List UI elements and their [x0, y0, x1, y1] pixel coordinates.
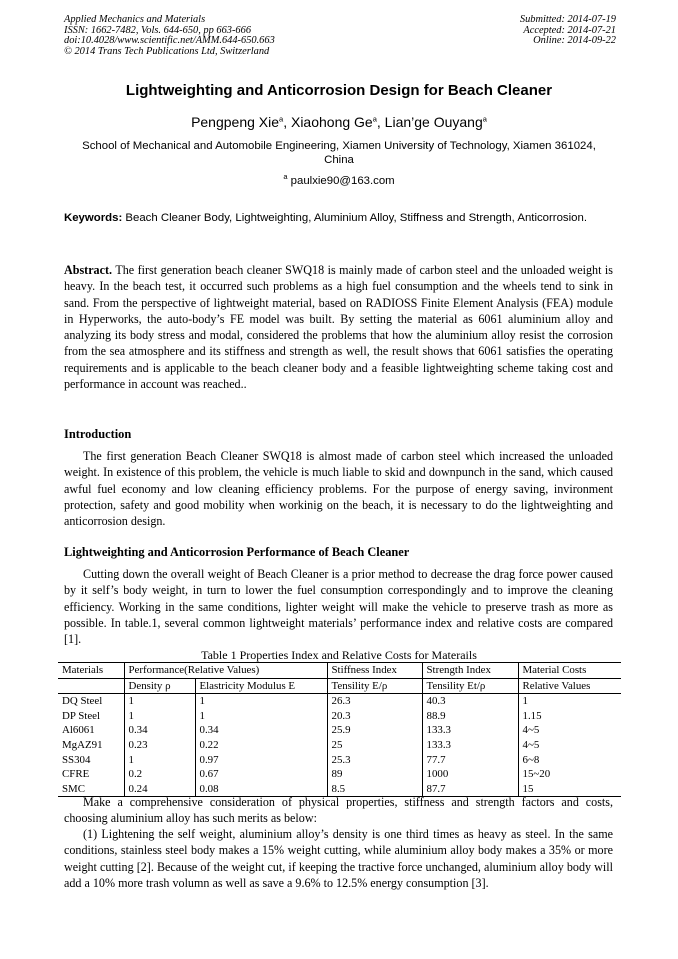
performance-paragraph: Cutting down the overall weight of Beach Cleaner is a prior method to decrease the drag force power caused by it self’s body weight, in turn to lower the fuel consumption correspondingly and to improve the cleaning efficiency. Working in the same conditions, lighter weight will make the vehicle to preserve trash as more as possible. In table.1, several common lightweight materials’ performance index and relative costs are compared [1]. — [64, 567, 613, 647]
table-cell: 15 — [518, 782, 621, 797]
author-list: Pengpeng Xie$^a$, Xiaohong Ge$^a$, Lian’ge Ouyang$^a$ — [191, 114, 487, 130]
keywords — [64, 211, 613, 226]
author-email — [0, 172, 678, 187]
table-cell: 0.24 — [124, 782, 195, 797]
table-cell: 25.3 — [327, 753, 422, 768]
table-cell: DQ Steel — [62, 695, 103, 708]
author-name: Pengpeng Xie — [191, 114, 280, 130]
table-row — [58, 723, 621, 738]
keywords-label: Keywords: — [64, 212, 123, 224]
table-cell: 0.34 — [124, 723, 195, 738]
table-row — [58, 709, 621, 724]
table-cell: 0.67 — [195, 767, 327, 782]
author-name: Xiaohong Ge — [290, 114, 373, 130]
table-cell: 0.22 — [195, 738, 327, 753]
table-row — [58, 753, 621, 768]
table-cell: 1 — [518, 694, 621, 709]
table-cell: 0.2 — [124, 767, 195, 782]
online-date: Online: 2014-09-22 — [533, 35, 616, 47]
header-cell: Material Costs — [518, 663, 621, 679]
table-cell: 1.15 — [518, 709, 621, 724]
header-cell — [58, 678, 124, 694]
table-row — [58, 738, 621, 753]
header-cell: Performance(Relative Values) — [124, 663, 327, 679]
author-affiliation-mark: a — [279, 114, 284, 124]
section-heading-introduction: Introduction — [64, 427, 132, 441]
table-cell: 1 — [124, 709, 195, 724]
table-subheader-row — [58, 678, 621, 694]
introduction-paragraph: The first generation Beach Cleaner SWQ18 is almost made of carbon steel which increased the unloaded weight. In existence of this problem, the vehicle is much liable to skid and downpunch in the sand, which caused awful fuel economy and low cleaning efficiency problems. For the purpose of energy saving, invironment protection, safety and good mobility when workinig on the beach, it is necessary to do the lightweighting and anticorrosion design. — [64, 449, 613, 529]
merits-intro-paragraph: Make a comprehensive consideration of physical properties, stiffness and strength factors and costs, choosing aluminium alloy has such merits as below: — [64, 795, 613, 826]
table-cell: SS304 — [62, 753, 91, 766]
table-cell: CFRE — [62, 768, 90, 781]
table-cell: 0.23 — [124, 738, 195, 753]
table-cell: 1 — [124, 753, 195, 768]
author-affiliation-mark: a — [482, 114, 487, 124]
paper-title: Lightweighting and Anticorrosion Design for Beach Cleaner — [125, 82, 553, 99]
header-cell: Tensility E/ρ — [327, 678, 422, 694]
author-name: Lian’ge Ouyang — [384, 114, 483, 130]
email-address: paulxie90@163.com — [290, 175, 395, 187]
table-cell: 133.3 — [422, 738, 518, 753]
abstract — [64, 262, 613, 392]
header-cell: Tensility Et/ρ — [422, 678, 518, 694]
table-cell: 0.97 — [195, 753, 327, 768]
header-cell: Materials — [58, 663, 124, 679]
header-cell: Relative Values — [518, 678, 621, 694]
journal-copyright: © 2014 Trans Tech Publications Ltd, Switzerland — [64, 45, 270, 57]
merit-1-paragraph: (1) Lightening the self weight, aluminium alloy’s density is one third times as heavy as steel. In the same conditions, stainless steel body makes a 15% weight cutting, while aluminium alloy body makes a 35% or more weight cutting [2]. Because of the weight cut, if keeping the tractive force unchanged, aluminium alloy body will add a 10% more trash volumn as well as save a 9.6% to 12.5% energy consumption [3]. — [64, 827, 613, 890]
table-cell: 40.3 — [422, 694, 518, 709]
table-row — [58, 767, 621, 782]
table-header-row — [58, 663, 621, 679]
table-cell: 77.7 — [422, 753, 518, 768]
abstract-text: The first generation beach cleaner SWQ18 is mainly made of carbon steel and the unloaded weight is heavy. In the beach test, it occurred such problems as a high fuel consumption and the wheels tend to sink in sand. From the perspective of lightweight material, based on RADIOSS Finite Element Analysis (FEA) module in Hyperworks, the auto-body’s FE model was built. By setting the material as 6061 aluminium alloy and analyzing its body stress and modal, considered the problems that how the aluminium alloy resist the corrosion from the sea atmosphere and its stiffness and strength as well, the result shows that 6061 satisfies the operating requirements and is applicable to the beach cleaner body and a feasible lightweighting scheme taking cost and performance in account was reached.. — [64, 263, 613, 392]
section-heading-performance: Lightweighting and Anticorrosion Performance of Beach Cleaner — [64, 545, 410, 559]
affiliation: School of Mechanical and Automobile Engineering, Xiamen University of Technology, Xiamen 361024, China — [82, 140, 596, 167]
table-cell: 133.3 — [422, 723, 518, 738]
header-cell: Stiffness Index — [327, 663, 422, 679]
properties-table — [58, 662, 621, 797]
table-cell: 25.9 — [327, 723, 422, 738]
accepted-date: Accepted: 2014-07-21 — [523, 24, 616, 36]
table-cell: 89 — [327, 767, 422, 782]
table-cell: 20.3 — [327, 709, 422, 724]
submitted-date: Submitted: 2014-07-19 — [519, 14, 616, 25]
table-caption: Table 1 Properties Index and Relative Costs for Materails — [201, 648, 477, 662]
table-cell: 1 — [124, 694, 195, 709]
table-cell: 6~8 — [518, 753, 621, 768]
table-cell: 26.3 — [327, 694, 422, 709]
table-cell: 1 — [195, 694, 327, 709]
email-affiliation-mark: a — [283, 172, 288, 182]
header-cell: Elastricity Modulus E — [195, 678, 327, 694]
table-cell: 0.34 — [195, 723, 327, 738]
table-cell: 15~20 — [518, 767, 621, 782]
table-cell: Al6061 — [62, 724, 95, 737]
table-cell: MgAZ91 — [62, 738, 103, 751]
table-cell: 4~5 — [518, 738, 621, 753]
header-cell: Density ρ — [124, 678, 195, 694]
table-cell: 87.7 — [422, 782, 518, 797]
submission-dates — [520, 15, 616, 47]
table-cell: 1000 — [422, 767, 518, 782]
keywords-text: Beach Cleaner Body, Lightweighting, Aluminium Alloy, Stiffness and Strength, Anticorrosion. — [125, 212, 587, 224]
table-cell: DP Steel — [62, 709, 101, 722]
journal-doi: doi:10.4028/www.scientific.net/AMM.644-650.663 — [64, 35, 275, 47]
abstract-label: Abstract. — [64, 263, 113, 277]
table-cell: 8.5 — [327, 782, 422, 797]
author-affiliation-mark: a — [372, 114, 377, 124]
table-cell: SMC — [58, 782, 124, 797]
journal-info — [64, 15, 275, 57]
table-cell: 4~5 — [518, 723, 621, 738]
journal-issn: ISSN: 1662-7482, Vols. 644-650, pp 663-666 — [64, 24, 252, 36]
journal-name: Applied Mechanics and Materials — [64, 14, 206, 25]
table-cell: 0.08 — [195, 782, 327, 797]
header-cell: Strength Index — [422, 663, 518, 679]
table-row — [58, 694, 621, 709]
table-cell: 88.9 — [422, 709, 518, 724]
table-cell: 25 — [327, 738, 422, 753]
table-cell: 1 — [195, 709, 327, 724]
